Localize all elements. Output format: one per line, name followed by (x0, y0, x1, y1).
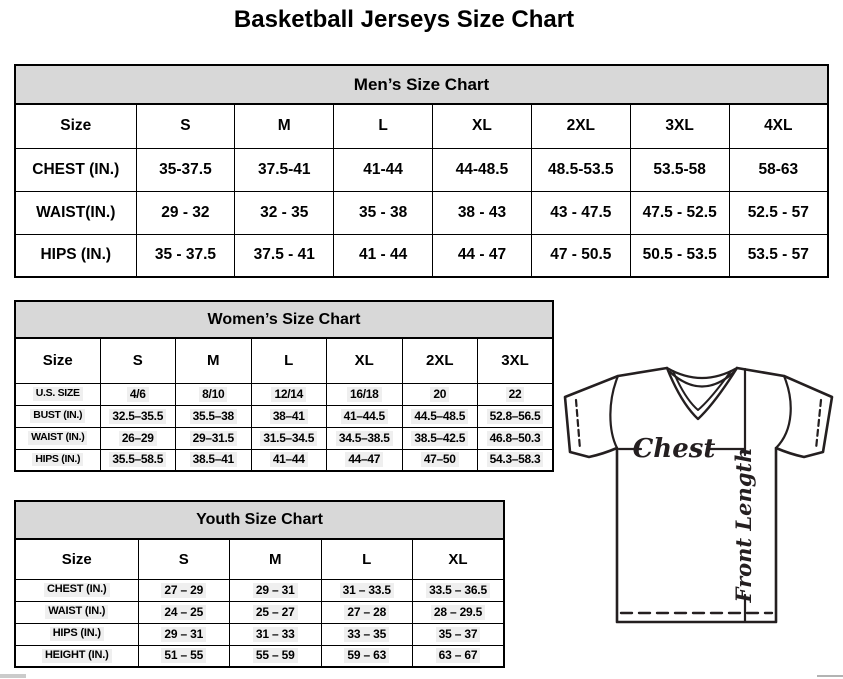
value-cell: 27 – 29 (138, 579, 230, 601)
value-cell: 29–31.5 (176, 427, 252, 449)
value-cell: 41 - 44 (334, 234, 433, 277)
column-header: M (230, 539, 322, 579)
value-cell: 22 (478, 383, 554, 405)
value-cell: 12/14 (251, 383, 327, 405)
column-header: L (321, 539, 413, 579)
youth-table (14, 538, 505, 668)
value-cell: 52.8–56.5 (478, 405, 554, 427)
value-cell: 29 – 31 (230, 579, 322, 601)
value-cell: 53.5-58 (630, 148, 729, 191)
row-label-cell: WAIST (IN.) (15, 601, 138, 623)
row-label-cell: HIPS (IN.) (15, 234, 136, 277)
value-cell: 38.5–42.5 (402, 427, 478, 449)
value-cell: 44.5–48.5 (402, 405, 478, 427)
row-label-cell: HEIGHT (IN.) (15, 645, 138, 667)
cuff-dash-right (816, 400, 821, 449)
value-cell: 47 - 50.5 (531, 234, 630, 277)
value-cell: 38 - 43 (433, 191, 532, 234)
value-cell: 8/10 (176, 383, 252, 405)
value-cell: 53.5 - 57 (729, 234, 828, 277)
column-header: S (136, 104, 235, 148)
column-header: 3XL (630, 104, 729, 148)
column-header: Size (15, 539, 138, 579)
value-cell: 28 – 29.5 (413, 601, 505, 623)
row-label-cell: WAIST(IN.) (15, 191, 136, 234)
value-cell: 35 - 38 (334, 191, 433, 234)
row-label-cell: WAIST (IN.) (15, 427, 100, 449)
column-header: XL (433, 104, 532, 148)
value-cell: 32.5–35.5 (100, 405, 176, 427)
value-cell: 44-48.5 (433, 148, 532, 191)
table-row (15, 148, 828, 191)
value-cell: 47.5 - 52.5 (630, 191, 729, 234)
table-row (15, 601, 504, 623)
value-cell: 31 – 33 (230, 623, 322, 645)
column-header: 2XL (402, 338, 478, 383)
chest-label: Chest (632, 434, 716, 464)
value-cell: 29 - 32 (136, 191, 235, 234)
value-cell: 25 – 27 (230, 601, 322, 623)
value-cell: 54.3–58.3 (478, 449, 554, 471)
scrollbar-fragment-right[interactable] (817, 675, 843, 677)
value-cell: 4/6 (100, 383, 176, 405)
value-cell: 44–47 (327, 449, 403, 471)
value-cell: 35.5–38 (176, 405, 252, 427)
value-cell: 41-44 (334, 148, 433, 191)
front-length-label: Front Length (731, 447, 756, 603)
value-cell: 51 – 55 (138, 645, 230, 667)
value-cell: 50.5 - 53.5 (630, 234, 729, 277)
value-cell: 31 – 33.5 (321, 579, 413, 601)
table-row (15, 427, 553, 449)
value-cell: 58-63 (729, 148, 828, 191)
value-cell: 37.5 - 41 (235, 234, 334, 277)
value-cell: 63 – 67 (413, 645, 505, 667)
value-cell: 37.5-41 (235, 148, 334, 191)
value-cell: 43 - 47.5 (531, 191, 630, 234)
value-cell: 59 – 63 (321, 645, 413, 667)
value-cell: 48.5-53.5 (531, 148, 630, 191)
row-label-cell: CHEST (IN.) (15, 148, 136, 191)
value-cell: 47–50 (402, 449, 478, 471)
womens-table (14, 337, 554, 472)
value-cell: 38–41 (251, 405, 327, 427)
armhole-seam-right (776, 376, 791, 448)
value-cell: 41–44.5 (327, 405, 403, 427)
mens-header-row (15, 104, 828, 148)
value-cell: 44 - 47 (433, 234, 532, 277)
column-header: L (334, 104, 433, 148)
armhole-seam-left (610, 376, 618, 448)
cuff-dash-left (576, 400, 580, 449)
row-label-cell: BUST (IN.) (15, 405, 100, 427)
youth-chart-title: Youth Size Chart (14, 500, 505, 538)
table-row (15, 383, 553, 405)
mens-size-chart (14, 64, 829, 278)
jersey-outline-svg (555, 355, 843, 635)
youth-size-chart (14, 500, 505, 668)
value-cell: 16/18 (327, 383, 403, 405)
column-header: Size (15, 338, 100, 383)
womens-chart-title: Women’s Size Chart (14, 300, 554, 337)
jersey-body-outline (565, 368, 832, 622)
column-header: 4XL (729, 104, 828, 148)
value-cell: 55 – 59 (230, 645, 322, 667)
scrollbar-fragment-left[interactable] (0, 674, 26, 678)
table-row (15, 623, 504, 645)
value-cell: 33.5 – 36.5 (413, 579, 505, 601)
value-cell: 41–44 (251, 449, 327, 471)
column-header: 3XL (478, 338, 554, 383)
value-cell: 35.5–58.5 (100, 449, 176, 471)
table-row (15, 449, 553, 471)
value-cell: 35 - 37.5 (136, 234, 235, 277)
row-label-cell: U.S. SIZE (15, 383, 100, 405)
column-header: S (100, 338, 176, 383)
column-header: L (251, 338, 327, 383)
column-header: M (176, 338, 252, 383)
value-cell: 34.5–38.5 (327, 427, 403, 449)
womens-size-chart (14, 300, 554, 472)
column-header: M (235, 104, 334, 148)
value-cell: 38.5–41 (176, 449, 252, 471)
table-row (15, 191, 828, 234)
row-label-cell: HIPS (IN.) (15, 623, 138, 645)
value-cell: 29 – 31 (138, 623, 230, 645)
value-cell: 32 - 35 (235, 191, 334, 234)
table-row (15, 579, 504, 601)
row-label-cell: CHEST (IN.) (15, 579, 138, 601)
value-cell: 35-37.5 (136, 148, 235, 191)
value-cell: 20 (402, 383, 478, 405)
value-cell: 52.5 - 57 (729, 191, 828, 234)
table-row (15, 645, 504, 667)
table-row (15, 405, 553, 427)
value-cell: 26–29 (100, 427, 176, 449)
column-header: XL (413, 539, 505, 579)
page-title: Basketball Jerseys Size Chart (233, 6, 575, 33)
value-cell: 27 – 28 (321, 601, 413, 623)
value-cell: 24 – 25 (138, 601, 230, 623)
mens-chart-title: Men’s Size Chart (14, 64, 829, 103)
womens-header-row (15, 338, 553, 383)
column-header: Size (15, 104, 136, 148)
column-header: XL (327, 338, 403, 383)
value-cell: 46.8–50.3 (478, 427, 554, 449)
value-cell: 31.5–34.5 (251, 427, 327, 449)
jersey-diagram (555, 355, 843, 635)
value-cell: 35 – 37 (413, 623, 505, 645)
youth-header-row (15, 539, 504, 579)
mens-table (14, 103, 829, 278)
table-row (15, 234, 828, 277)
column-header: S (138, 539, 230, 579)
row-label-cell: HIPS (IN.) (15, 449, 100, 471)
column-header: 2XL (531, 104, 630, 148)
value-cell: 33 – 35 (321, 623, 413, 645)
